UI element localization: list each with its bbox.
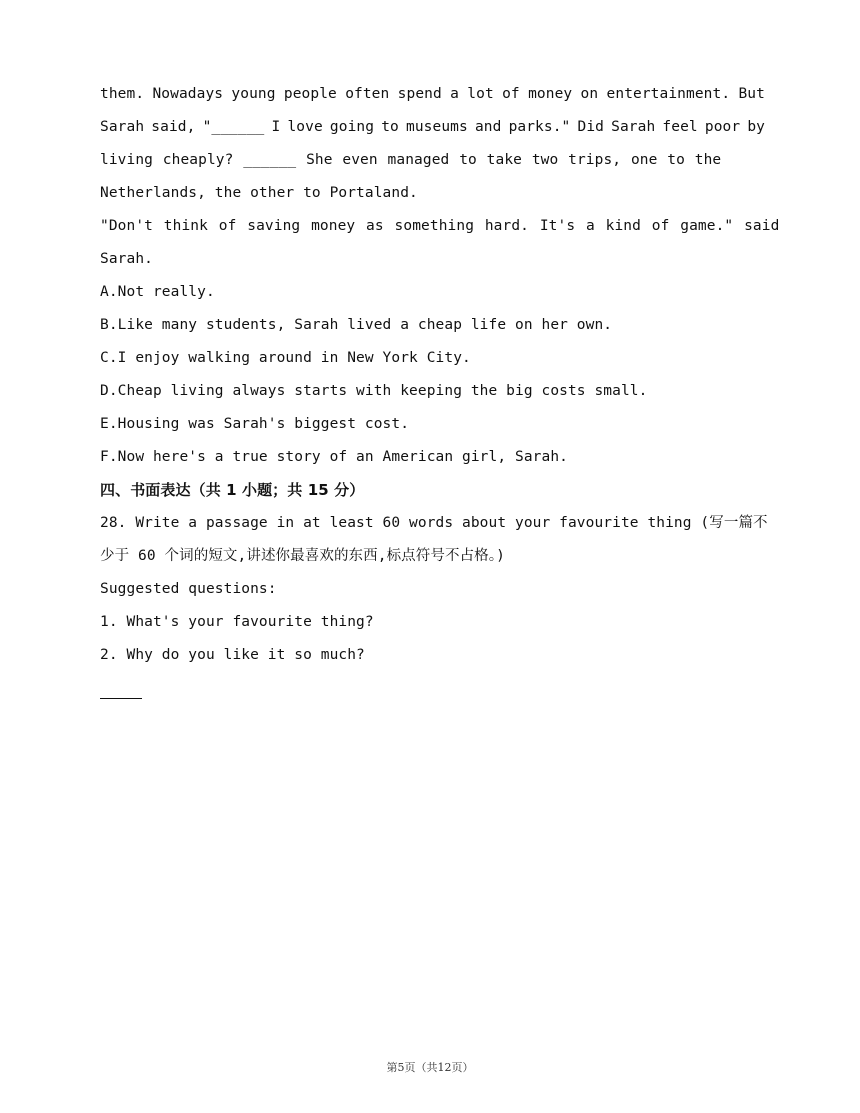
word: money <box>528 86 573 102</box>
word: entertainment. <box>606 86 731 102</box>
question-prompt-line: 少于 60 个词的短文,讲述你最喜欢的东西,标点符号不占格。) <box>100 548 505 564</box>
passage <box>100 78 780 276</box>
suggested-question: 2. Why do you like it so much? <box>100 647 365 663</box>
options-list <box>100 276 765 474</box>
answer-blank[interactable] <box>100 672 765 705</box>
passage-line <box>100 111 765 144</box>
option-a: A.Not really. <box>100 284 215 300</box>
option-f: F.Now here's a true story of an American girl, Sarah. <box>100 449 568 465</box>
word: lot <box>467 86 494 102</box>
suggested-questions-label: Suggested questions: <box>100 581 277 597</box>
writing-section <box>100 474 768 705</box>
question-prompt-line: 28. Write a passage in at least 60 words about your favourite thing (写一篇不 <box>100 515 768 531</box>
word: a <box>450 86 459 102</box>
passage-line: Netherlands, the other to Portaland. <box>100 185 418 201</box>
word: I <box>271 119 281 135</box>
passage-line: "Don't think of saving money as something hard. It's a kind of game." said <box>100 218 780 234</box>
word: Sarah <box>100 119 145 135</box>
word: Did <box>577 119 604 135</box>
word: people <box>283 86 337 102</box>
word: parks." <box>508 119 571 135</box>
page-content <box>100 78 780 705</box>
word: poor <box>704 119 741 135</box>
word: on <box>580 86 599 102</box>
word: "______ <box>202 119 265 135</box>
passage-line <box>100 78 765 111</box>
word: young <box>231 86 276 102</box>
word: Sarah <box>611 119 656 135</box>
option-c: C.I enjoy walking around in New York City. <box>100 350 471 366</box>
word: them. <box>100 86 145 102</box>
word: going <box>329 119 375 135</box>
option-d: D.Cheap living always starts with keeping the big costs small. <box>100 383 648 399</box>
word: often <box>345 86 390 102</box>
option-e: E.Housing was Sarah's biggest cost. <box>100 416 410 432</box>
word: to <box>381 119 399 135</box>
passage-line: Sarah. <box>100 251 153 267</box>
word: said, <box>151 119 196 135</box>
option-b: B.Like many students, Sarah lived a cheap life on her own. <box>100 317 613 333</box>
page-footer: 第5页（共12页） <box>386 1061 474 1074</box>
word: museums <box>406 119 468 135</box>
word: But <box>738 86 765 102</box>
section-heading: 四、书面表达（共 1 小题；共 15 分） <box>100 481 365 499</box>
word: spend <box>397 86 442 102</box>
suggested-question: 1. What's your favourite thing? <box>100 614 374 630</box>
word: Nowadays <box>152 86 224 102</box>
word: love <box>287 119 323 135</box>
word: of <box>502 86 520 102</box>
word: feel <box>662 119 698 135</box>
passage-line: living cheaply? ______ She even managed to take two trips, one to the <box>100 152 722 168</box>
word: by <box>747 119 765 135</box>
word: and <box>474 119 502 135</box>
